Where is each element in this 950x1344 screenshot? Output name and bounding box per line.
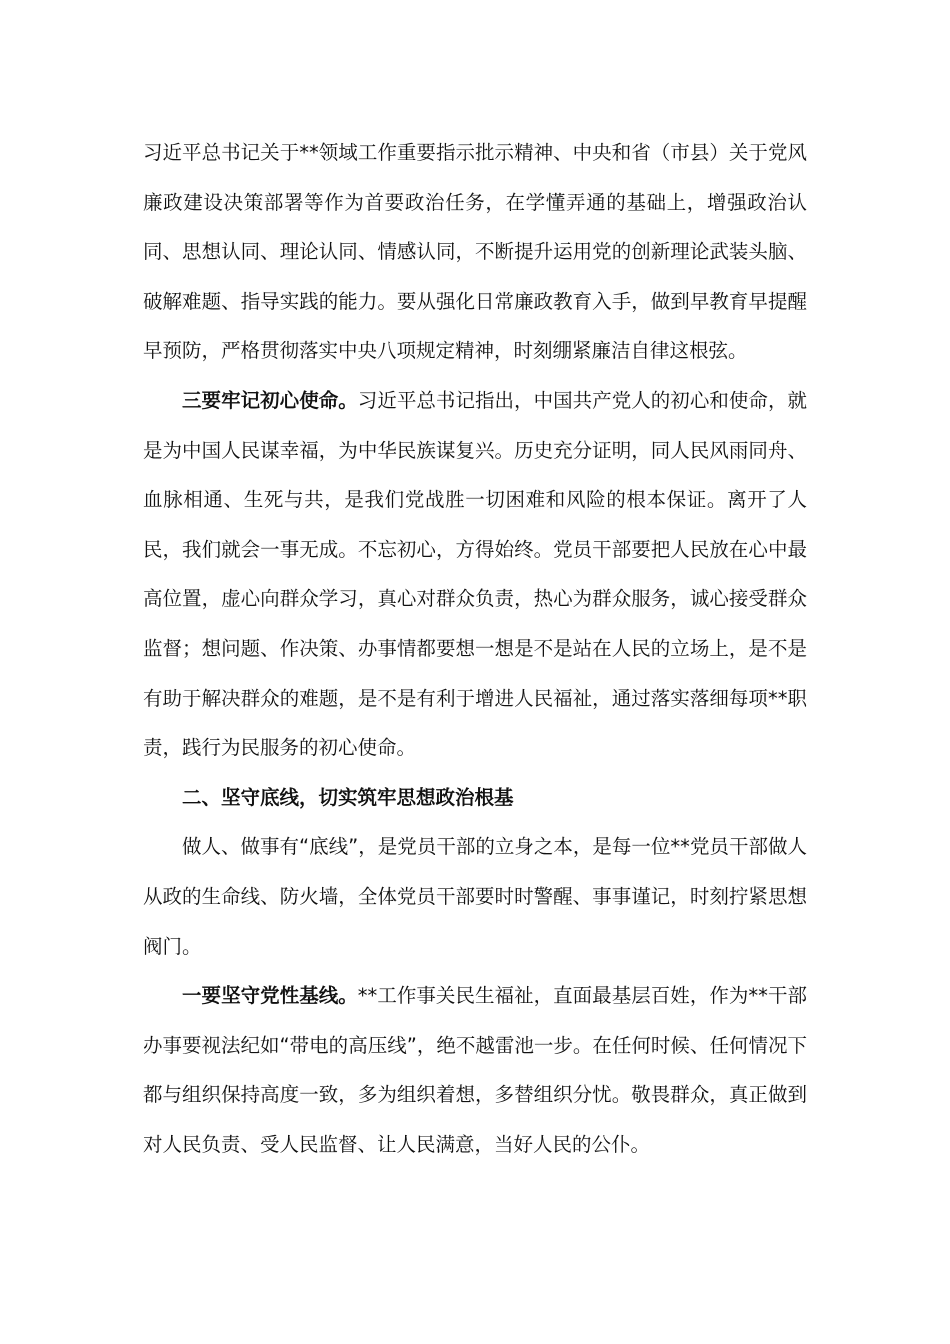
paragraph-text: 做人、做事有“底线”，是党员干部的立身之本，是每一位**党员干部做人从政的生命线、防火墙，全体党员干部要时时警醒、事事谨记，时刻拧紧思想阀门。 [143,835,807,958]
paragraph-party-spirit [143,971,807,1169]
paragraph-lead: 一要坚守党性基线。 [182,984,358,1008]
paragraph-keep-original-aspiration [143,376,807,773]
paragraph-bottom-line [143,822,807,971]
section-heading: 二、坚守底线，切实筑牢思想政治根基 [182,785,514,809]
document-body [143,128,807,1169]
paragraph-lead: 三要牢记初心使命。 [182,388,358,412]
paragraph-continued [143,128,807,376]
paragraph-text: 习近平总书记指出，中国共产党人的初心和使命，就是为中国人民谋幸福，为中华民族谋复兴。历史充分证明，同人民风雨同舟、血脉相通、生死与共，是我们党战胜一切困难和风险的根本保证。离开了人民，我们就会一事无成。不忘初心，方得始终。党员干部要把人民放在心中最高位置，虚心向群众学习，真心对群众负责，热心为群众服务，诚心接受群众监督；想问题、作决策、办事情都要想一想是不是站在人民的立场上，是不是有助于解决群众的难题，是不是有利于增进人民福祉，通过落实落细每项**职责，践行为民服务的初心使命。 [143,388,807,760]
paragraph-text: 习近平总书记关于**领域工作重要指示批示精神、中央和省（市县）关于党风廉政建设决策部署等作为首要政治任务，在学懂弄通的基础上，增强政治认同、思想认同、理论认同、情感认同，不断提升运用党的创新理论武装头脑、破解难题、指导实践的能力。要从强化日常廉政教育入手，做到早教育早提醒早预防，严格贯彻落实中央八项规定精神，时刻绷紧廉洁自律这根弦。 [143,141,807,363]
paragraph-text: **工作事关民生福祉，直面最基层百姓，作为**干部办事要视法纪如“带电的高压线”，绝不越雷池一步。在任何时候、任何情况下都与组织保持高度一致，多为组织着想，多替组织分忧。敬畏群众，真正做到对人民负责、受人民监督、让人民满意，当好人民的公仆。 [143,984,807,1156]
